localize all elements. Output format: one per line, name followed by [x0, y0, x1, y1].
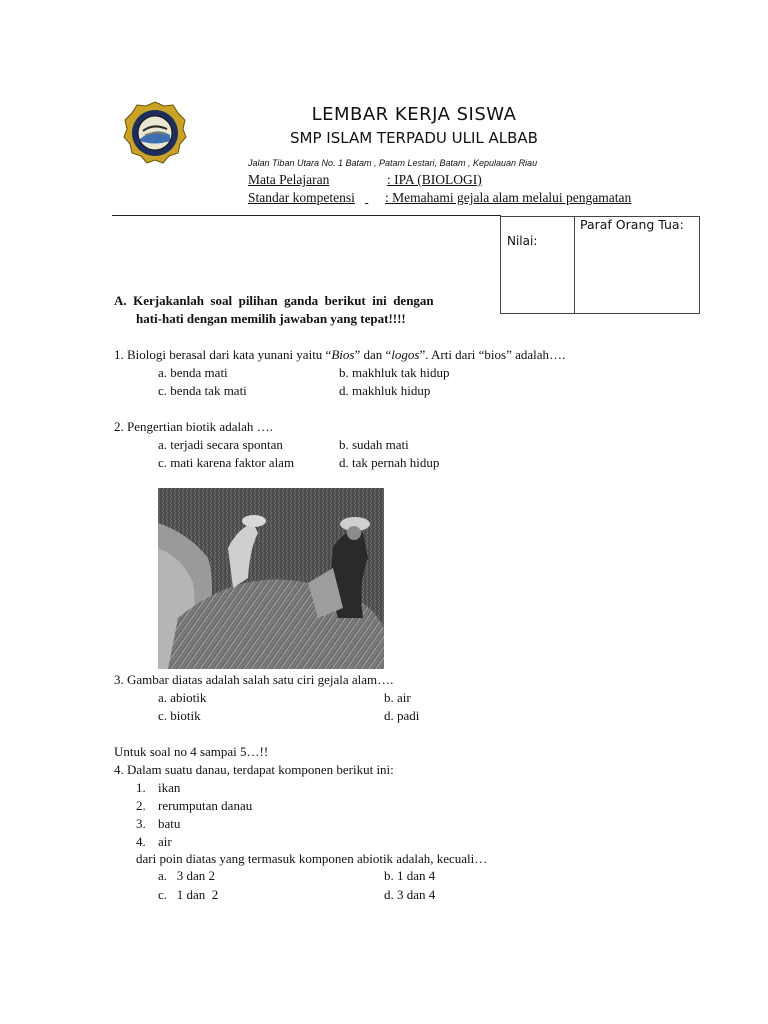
parent-signature-label: Paraf Orang Tua:: [580, 217, 684, 232]
q1-text-mid: ” dan “: [354, 347, 392, 362]
grade-box-divider: [574, 217, 575, 313]
q4-item-1: ikan: [158, 780, 181, 795]
instruction-line-2: hati-hati dengan memilih jawaban yang tepat!!!!: [136, 311, 406, 326]
subject-value: : IPA (BIOLOGI): [387, 172, 482, 187]
note-questions-4-5: Untuk soal no 4 sampai 5…!!: [114, 744, 269, 759]
q4-option-c[interactable]: c. 1 dan 2: [158, 887, 219, 902]
q2-option-b[interactable]: b. sudah mati: [339, 437, 409, 452]
q3-option-c[interactable]: c. biotik: [158, 708, 201, 723]
q4-item-3-number: 3.: [136, 816, 146, 831]
competency-label-underline: [365, 190, 385, 205]
q4-item-2: rerumputan danau: [158, 798, 253, 813]
q1-option-a[interactable]: a. benda mati: [158, 365, 228, 380]
q4-question: dari poin diatas yang termasuk komponen abiotik adalah, kecuali…: [136, 851, 488, 866]
q4-item-2-number: 2.: [136, 798, 146, 813]
harvest-photo: [158, 488, 384, 669]
q4-option-d[interactable]: d. 3 dan 4: [384, 887, 436, 902]
question-1: [114, 347, 565, 363]
question-2: 2. Pengertian biotik adalah ….: [114, 419, 273, 434]
q1-option-c[interactable]: c. benda tak mati: [158, 383, 247, 398]
q1-text-pre: 1. Biologi berasal dari kata yunani yaitu “: [114, 347, 332, 362]
header-divider: [112, 215, 501, 216]
school-name: SMP ISLAM TERPADU ULIL ALBAB: [290, 129, 538, 147]
q4-item-1-number: 1.: [136, 780, 146, 795]
q1-option-d[interactable]: d. makhluk hidup: [339, 383, 431, 398]
q3-option-d[interactable]: d. padi: [384, 708, 420, 723]
q1-option-b[interactable]: b. makhluk tak hidup: [339, 365, 450, 380]
competency-value: : Memahami gejala alam melalui pengamatan: [385, 190, 632, 205]
q4-option-b[interactable]: b. 1 dan 4: [384, 868, 436, 883]
question-4: 4. Dalam suatu danau, terdapat komponen berikut ini:: [114, 762, 394, 777]
instruction-line-1: A. Kerjakanlah soal pilihan ganda berikut ini dengan: [114, 293, 434, 308]
q2-option-d[interactable]: d. tak pernah hidup: [339, 455, 440, 470]
q2-option-c[interactable]: c. mati karena faktor alam: [158, 455, 295, 470]
q1-word-logos: logos: [391, 347, 420, 362]
school-address: Jalan Tiban Utara No. 1 Batam , Patam Lestari, Batam , Kepulauan Riau: [248, 158, 538, 168]
subject-label: Mata Pelajaran: [248, 172, 330, 187]
q2-option-a[interactable]: a. terjadi secara spontan: [158, 437, 283, 452]
page-title: LEMBAR KERJA SISWA: [311, 104, 517, 125]
subject-label-underline: [325, 172, 387, 187]
q4-item-4-number: 4.: [136, 834, 146, 849]
q4-item-3: batu: [158, 816, 181, 831]
nilai-label: Nilai:: [507, 234, 538, 248]
q3-option-b[interactable]: b. air: [384, 690, 411, 705]
q4-item-4: air: [158, 834, 172, 849]
q1-word-bios: Bios: [331, 347, 355, 362]
q3-option-a[interactable]: a. abiotik: [158, 690, 207, 705]
question-3: 3. Gambar diatas adalah salah satu ciri gejala alam….: [114, 672, 394, 687]
competency-label: Standar kompetensi: [248, 190, 355, 205]
q1-text-post: ”. Arti dari “bios” adalah….: [419, 347, 566, 362]
q4-option-a[interactable]: a. 3 dan 2: [158, 868, 216, 883]
grade-box: [500, 216, 700, 314]
